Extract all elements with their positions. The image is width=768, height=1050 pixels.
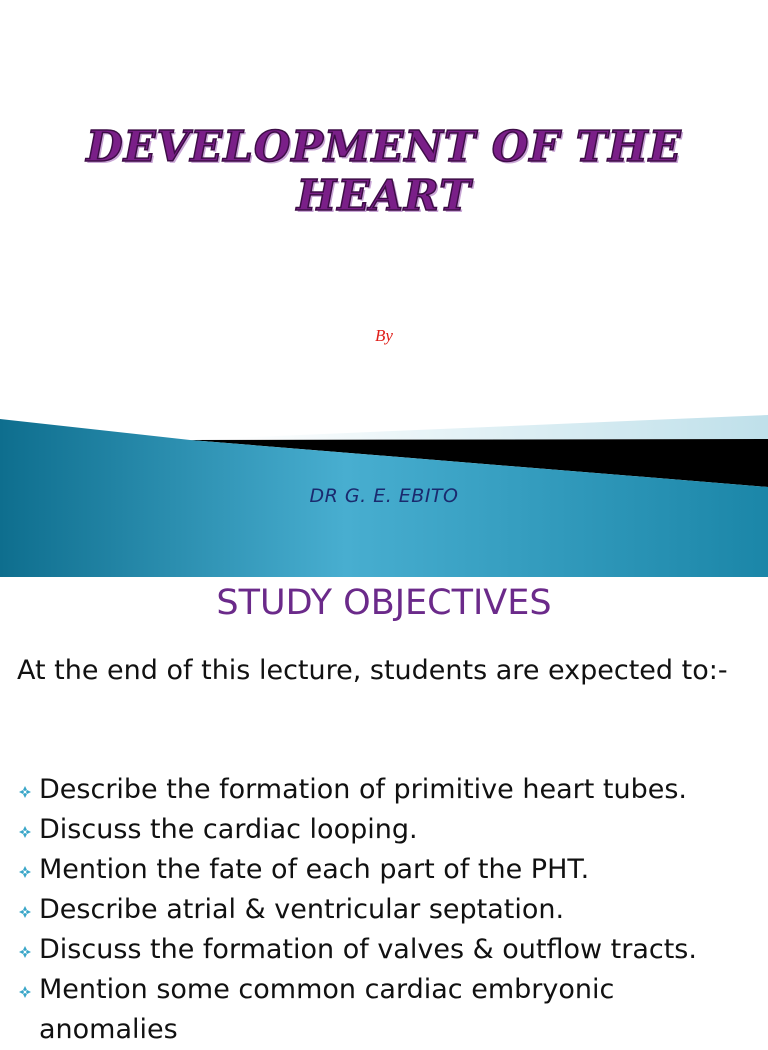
diamond-bullet-icon (19, 986, 31, 998)
diamond-bullet-icon (19, 826, 31, 838)
list-item (17, 850, 762, 890)
list-item (17, 810, 762, 850)
objective-text: Discuss the cardiac looping. (39, 814, 418, 845)
objective-text: Mention some common cardiac embryonic (39, 974, 615, 1005)
objective-text: anomalies (39, 1014, 178, 1045)
diamond-bullet-icon (19, 906, 31, 918)
objective-text: Discuss the formation of valves & outflow tracts. (39, 934, 697, 965)
list-item-continuation (17, 1010, 762, 1050)
band-light-stripe (230, 415, 768, 440)
objective-text: Mention the fate of each part of the PHT. (39, 854, 590, 885)
author-name: DR G. E. EBITO (309, 485, 459, 507)
diamond-bullet-icon (19, 866, 31, 878)
objectives-list (17, 770, 762, 1050)
intro-text: At the end of this lecture, students are expected to:- (17, 655, 728, 686)
list-item (17, 770, 762, 810)
objectives-slide (0, 577, 768, 1045)
diamond-bullet-icon (19, 946, 31, 958)
slide-title: DEVELOPMENT OF THE HEART (86, 122, 682, 220)
diamond-bullet-icon (19, 786, 31, 798)
by-label: By (375, 326, 393, 345)
objective-text: Describe atrial & ventricular septation. (39, 894, 565, 925)
objectives-heading: STUDY OBJECTIVES (216, 583, 552, 623)
list-item (17, 970, 762, 1010)
objective-text: Describe the formation of primitive heart tubes. (39, 774, 687, 805)
list-item (17, 930, 762, 970)
list-item (17, 890, 762, 930)
